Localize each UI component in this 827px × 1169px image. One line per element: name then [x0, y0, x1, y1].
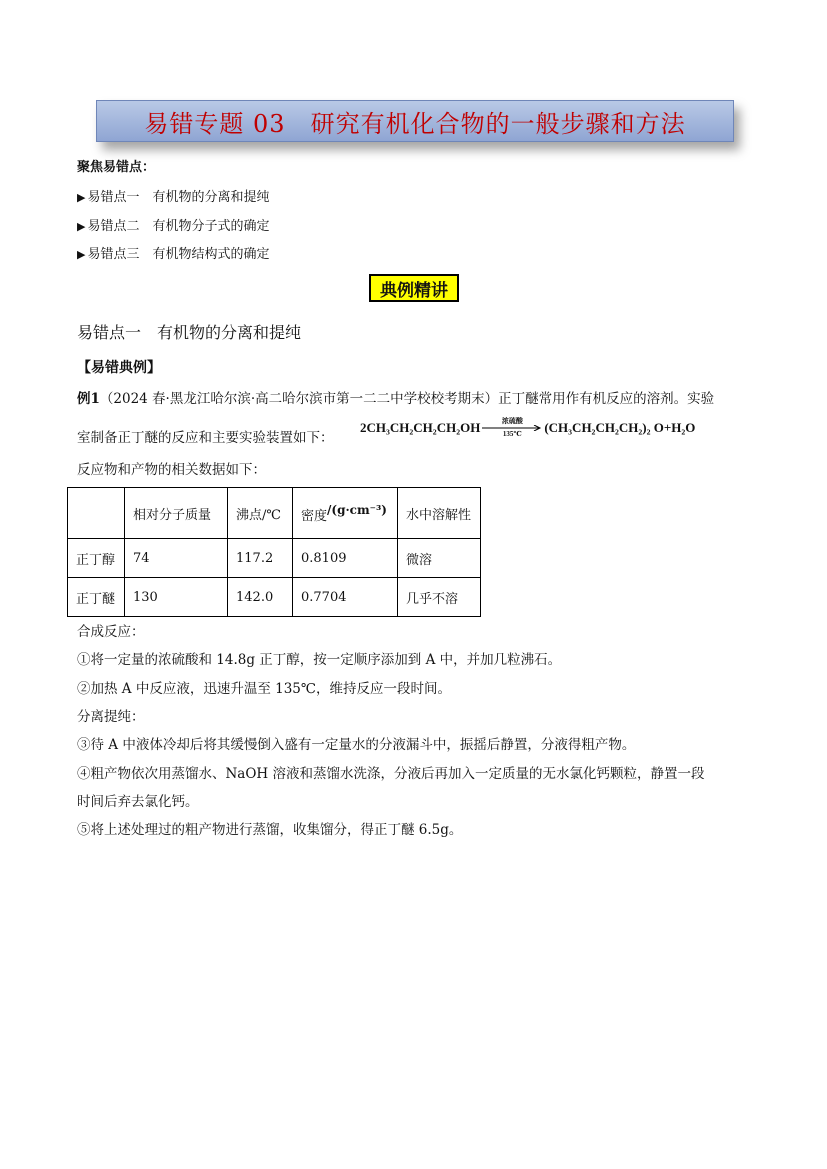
- table-row: [68, 578, 481, 617]
- focus-item-text: 易错点一 有机物的分离和提纯: [87, 190, 270, 205]
- step-3: ③待 A 中液体冷却后将其缓慢倒入盛有一定量水的分液漏斗中，振摇后静置，分液得粗产物。: [77, 737, 636, 753]
- triangle-marker-icon: ▶: [77, 220, 86, 233]
- table-header-cell: [293, 488, 398, 539]
- table-cell: 142.0: [228, 578, 293, 617]
- focus-item-text: 易错点三 有机物结构式的确定: [87, 247, 270, 262]
- focus-item-text: 易错点二 有机物分子式的确定: [87, 219, 270, 234]
- step-4: ④粗产物依次用蒸馏水、NaOH 溶液和蒸馏水洗涤，分液后再加入一定质量的无水氯化钙颗粒，静置一段: [77, 766, 705, 782]
- table-cell: [68, 488, 125, 539]
- table-row: [68, 539, 481, 578]
- page-title: 易错专题 03 研究有机化合物的一般步骤和方法: [144, 109, 686, 138]
- density-unit: /(g·cm⁻³): [327, 502, 387, 517]
- example-tag: 【易错典例】: [77, 360, 161, 376]
- table-cell: 117.2: [228, 539, 293, 578]
- example-label: 例1: [77, 391, 100, 407]
- triangle-marker-icon: ▶: [77, 248, 86, 261]
- focus-item-1: [77, 186, 269, 205]
- title-banner: [96, 100, 734, 142]
- table-cell: 几乎不溶: [398, 578, 481, 617]
- table-cell: 微溶: [398, 539, 481, 578]
- example-line-2: 室制备正丁醚的反应和主要实验装置如下：: [77, 430, 334, 446]
- section-heading: 易错点一 有机物的分离和提纯: [77, 323, 302, 342]
- arrow-condition-top: 浓硫酸: [501, 417, 523, 425]
- table-header-cell: 水中溶解性: [398, 488, 481, 539]
- focus-heading: 聚焦易错点：: [77, 160, 156, 175]
- focus-item-2: [77, 215, 269, 234]
- table-header-row: [68, 488, 481, 539]
- equation-right: (CH₃CH₂CH₂CH₂)₂ O+H₂O: [544, 420, 696, 435]
- step-5: ⑤将上述处理过的粗产物进行蒸馏，收集馏分，得正丁醚 6.5g。: [77, 822, 463, 838]
- step-2: ②加热 A 中反应液，迅速升温至 135℃，维持反应一段时间。: [77, 681, 451, 697]
- synthesis-heading: 合成反应：: [77, 624, 145, 640]
- example-intro: [77, 387, 714, 407]
- table-cell: 130: [125, 578, 228, 617]
- table-header-cell: 沸点/℃: [228, 488, 293, 539]
- reaction-equation: [360, 418, 695, 438]
- data-table: [67, 487, 481, 617]
- step-4-cont: 时间后弃去氯化钙。: [77, 794, 199, 810]
- table-cell: 正丁醇: [68, 539, 125, 578]
- equation-left: 2CH₃CH₂CH₂CH₂OH: [360, 420, 481, 435]
- arrow-condition-bottom: 135℃: [502, 430, 522, 438]
- triangle-marker-icon: ▶: [77, 191, 86, 204]
- table-cell: 0.7704: [293, 578, 398, 617]
- focus-item-3: [77, 243, 269, 262]
- table-cell: 74: [125, 539, 228, 578]
- step-1: ①将一定量的浓硫酸和 14.8g 正丁醇，按一定顺序添加到 A 中，并加几粒沸石。: [77, 652, 562, 668]
- example-source: （2024 春·黑龙江哈尔滨·高二哈尔滨市第一二二中学校校考期末）正丁醚常用作有机反应的溶剂。实验: [99, 391, 715, 407]
- separation-heading: 分离提纯：: [77, 709, 145, 725]
- example-badge: 典例精讲: [369, 274, 459, 302]
- table-header-cell: 相对分子质量: [125, 488, 228, 539]
- density-label: 密度: [301, 508, 328, 524]
- table-cell: 0.8109: [293, 539, 398, 578]
- reaction-arrow: [482, 418, 542, 438]
- example-line-3: 反应物和产物的相关数据如下：: [77, 462, 266, 478]
- table-cell: 正丁醚: [68, 578, 125, 617]
